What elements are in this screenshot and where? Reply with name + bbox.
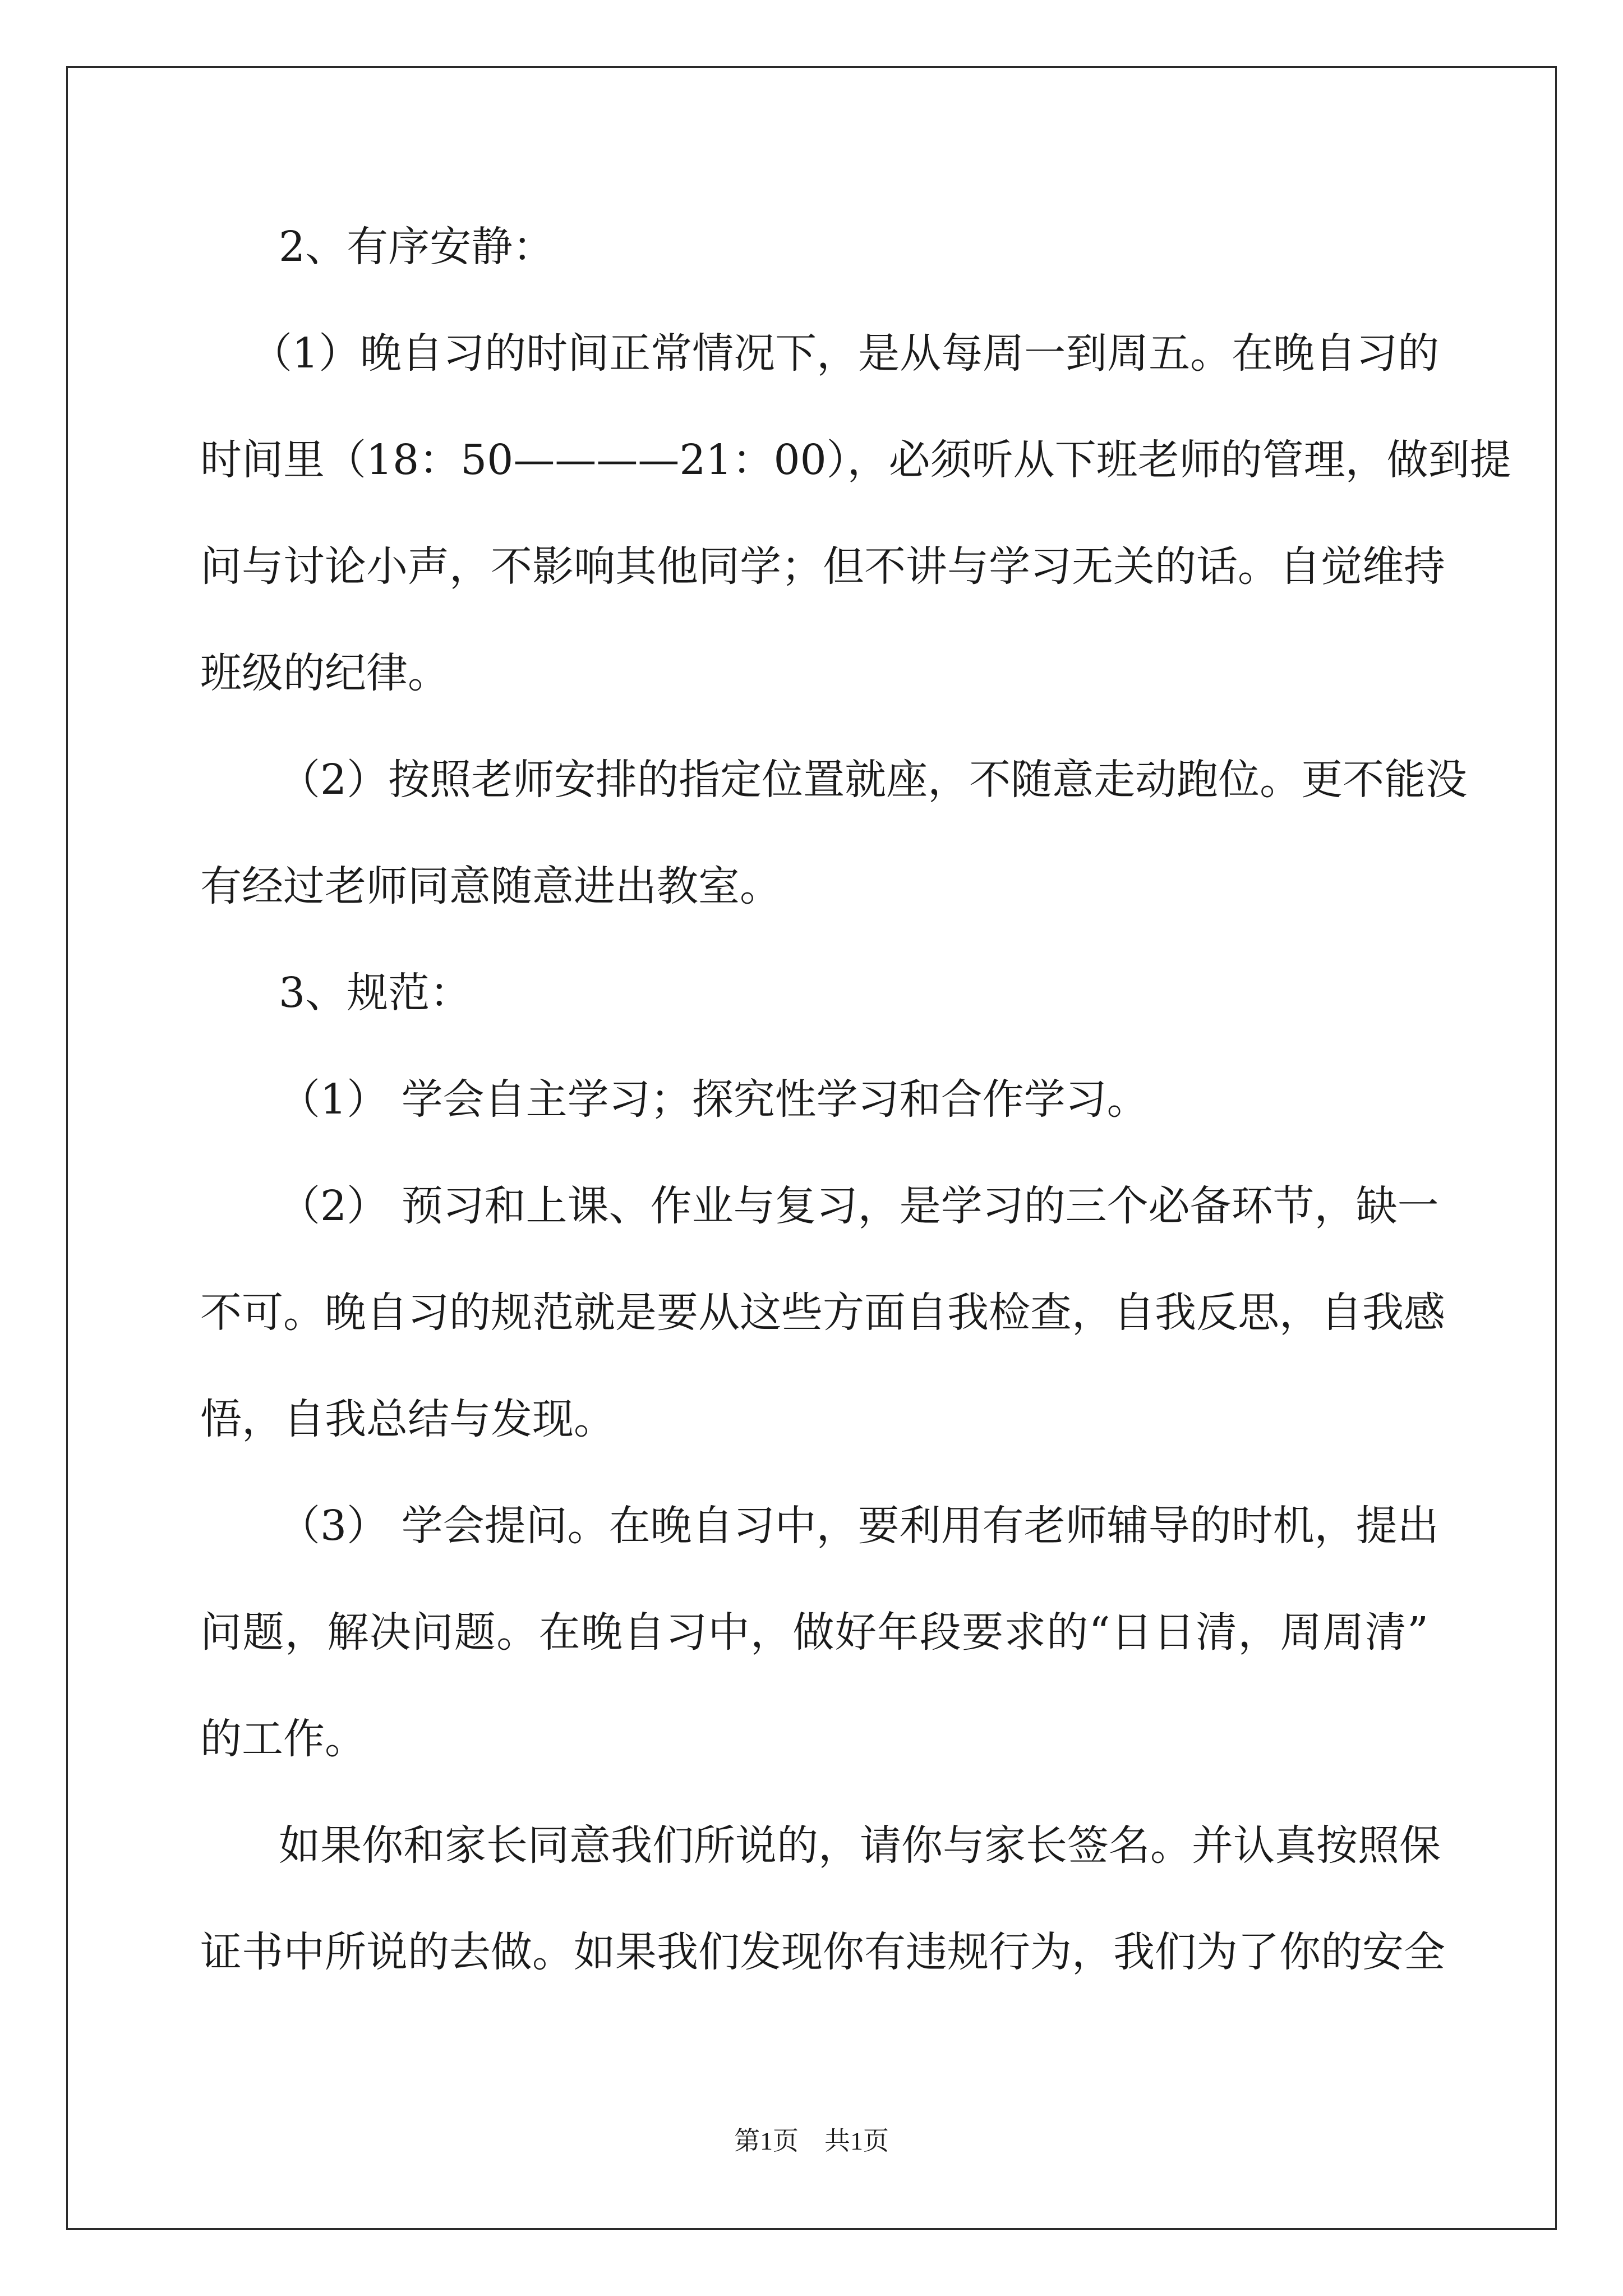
paragraph-line: 有经过老师同意随意进出教室。: [200, 862, 781, 910]
page-number-footer: 第1页 共1页: [734, 2127, 889, 2155]
page-border: [66, 66, 1557, 2230]
paragraph-line: 的工作。: [200, 1715, 366, 1763]
paragraph-line: （1）晚自习的时间正常情况下，是从每周一到周五。在晚自习的: [251, 329, 1440, 378]
section-heading-3: 3、规范：: [279, 969, 472, 1017]
paragraph-line: 问题，解决问题。在晚自习中，做好年段要求的“日日清，周周清”: [200, 1608, 1428, 1657]
paragraph-line: （1） 学会自主学习；探究性学习和合作学习。: [279, 1075, 1149, 1124]
paragraph-line: 问与讨论小声，不影响其他同学；但不讲与学习无关的话。自觉维持: [200, 542, 1445, 591]
paragraph-line: （3） 学会提问。在晚自习中，要利用有老师辅导的时机，提出: [279, 1502, 1439, 1550]
paragraph-line: 证书中所说的去做。如果我们发现你有违规行为，我们为了你的安全: [200, 1928, 1445, 1976]
paragraph-line: 时间里（18：50————21：00），必须听从下班老师的管理，做到提: [200, 436, 1511, 484]
paragraph-line: 班级的纪律。: [200, 649, 449, 697]
paragraph-line: 悟，自我总结与发现。: [200, 1395, 615, 1443]
paragraph-line: （2） 预习和上课、作业与复习，是学习的三个必备环节，缺一: [279, 1182, 1439, 1230]
paragraph-line: （2）按照老师安排的指定位置就座，不随意走动跑位。更不能没: [279, 756, 1468, 804]
section-heading-2: 2、有序安静：: [279, 223, 555, 271]
paragraph-line: 不可。晚自习的规范就是要从这些方面自我检查，自我反思，自我感: [200, 1289, 1445, 1337]
paragraph-line: 如果你和家长同意我们所说的，请你与家长签名。并认真按照保: [279, 1821, 1441, 1870]
